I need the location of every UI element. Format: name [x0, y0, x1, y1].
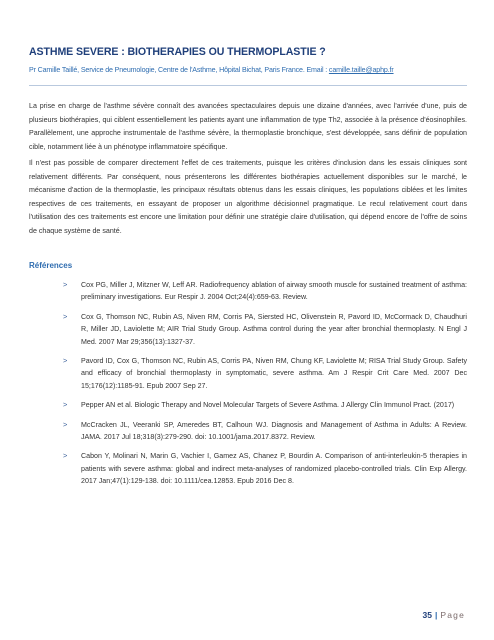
reference-item — [29, 355, 467, 392]
footer-separator: | — [434, 610, 438, 620]
reference-item — [29, 419, 467, 444]
chevron-right-icon: > — [63, 400, 68, 410]
title-divider — [29, 85, 467, 86]
article-title: ASTHME SEVERE : BIOTHERAPIES OU THERMOPLASTIE ? — [29, 46, 326, 58]
reference-text: Pavord ID, Cox G, Thomson NC, Rubin AS, Corris PA, Niven RM, Chung KF, Laviolette M; RISA Trial Study Group. Safety and efficacy of bronchial thermoplasty in symptomatic, severe asthma. Am J Respir Crit Care Med. 2007 Dec 15;176(12):1185-91. Epub 2007 Sep 27. — [81, 357, 467, 390]
chevron-right-icon: > — [63, 419, 68, 429]
author-email-link[interactable]: camille.taille@aphp.fr — [328, 66, 394, 74]
page-label: Page — [440, 610, 465, 620]
page-number: 35 — [422, 610, 432, 620]
reference-item — [29, 311, 467, 348]
reference-text: Cox PG, Miller J, Mitzner W, Leff AR. Radiofrequency ablation of airway smooth muscle for sustained treatment of asthma: preliminary investigations. Eur Respir J. 2004 Oct;24(4):659-63. Review. — [81, 281, 467, 302]
abstract-paragraph-2: Il n'est pas possible de comparer directement l'effet de ces traitements, puisque les critères d'inclusion dans les essais cliniques sont relativement différents. Par conséquent, nous présenterons les différentes biothérapies actuellement disponibles sur le marché, le mécanisme d'action de la thermoplastie, les principaux résultats obtenus dans les essais cliniques, les populations ciblées et les limites respectives de ces traitements, en essayant de proposer un algorithme décisionnel pragmatique. Le recul relativement court dans l'utilisation des ces traitements est encore une limitation pour définir une stratégie claire d'utilisation, qui dépend encore de l'offre de soins de chaque système de santé. — [29, 159, 467, 235]
page-footer — [422, 610, 465, 620]
reference-text: Cox G, Thomson NC, Rubin AS, Niven RM, Corris PA, Siersted HC, Olivenstein R, Pavord ID, McCormack D, Chaudhuri R, Miller JD, Laviolette M; AIR Trial Study Group. Asthma control during the year after bronchial thermoplasty. N Engl J Med. 2007 Mar 29;356(13):1327-37. — [81, 312, 467, 346]
chevron-right-icon: > — [63, 280, 68, 289]
author-line — [29, 66, 469, 74]
reference-text: McCracken JL, Veeranki SP, Ameredes BT, Calhoun WJ. Diagnosis and Management of Asthma in Adults: A Review. JAMA. 2017 Jul 18;318(3):279-290. doi: 10.1001/jama.2017.8372. Review. — [81, 420, 467, 442]
reference-text: Pepper AN et al. Biologic Therapy and Novel Molecular Targets of Severe Asthma. J Allergy Clin Immunol Pract. (2017) — [81, 401, 455, 410]
reference-item — [29, 450, 467, 487]
chevron-right-icon: > — [63, 451, 68, 461]
chevron-right-icon: > — [63, 311, 68, 321]
abstract-paragraph-1: La prise en charge de l'asthme sévère connaît des avancées spectaculaires depuis une dizaine d'années, avec l'arrivée d'une, puis de plusieurs biothérapies, qui ciblent essentiellement les patients ayant une inflammation de type Th2, associée à la présence d'éosinophiles. Parallèlement, une approche instrumentale de l'asthme sévère, la thermoplastie bronchique, s'est développée, sans définir de population cible, notamment liée à un phénotype inflammatoire spécifique. — [29, 102, 467, 151]
reference-text: Cabon Y, Molinari N, Marin G, Vachier I, Gamez AS, Chanez P, Bourdin A. Comparison of anti-interleukin-5 therapies in patients with severe asthma: global and indirect meta-analyses of randomized placebo-controlled trials. Clin Exp Allergy. 2017 Jan;47(1):129-138. doi: 10.1111/cea.12853. Epub 2016 Dec 8. — [81, 452, 467, 486]
reference-item — [29, 279, 467, 304]
author-affiliation: Pr Camille Taillé, Service de Pneumologie, Centre de l'Asthme, Hôpital Bichat, Paris France. Email : — [29, 66, 329, 74]
chevron-right-icon: > — [63, 356, 68, 366]
references-list — [29, 279, 467, 495]
reference-item — [29, 399, 467, 411]
references-heading: Références — [29, 261, 73, 270]
